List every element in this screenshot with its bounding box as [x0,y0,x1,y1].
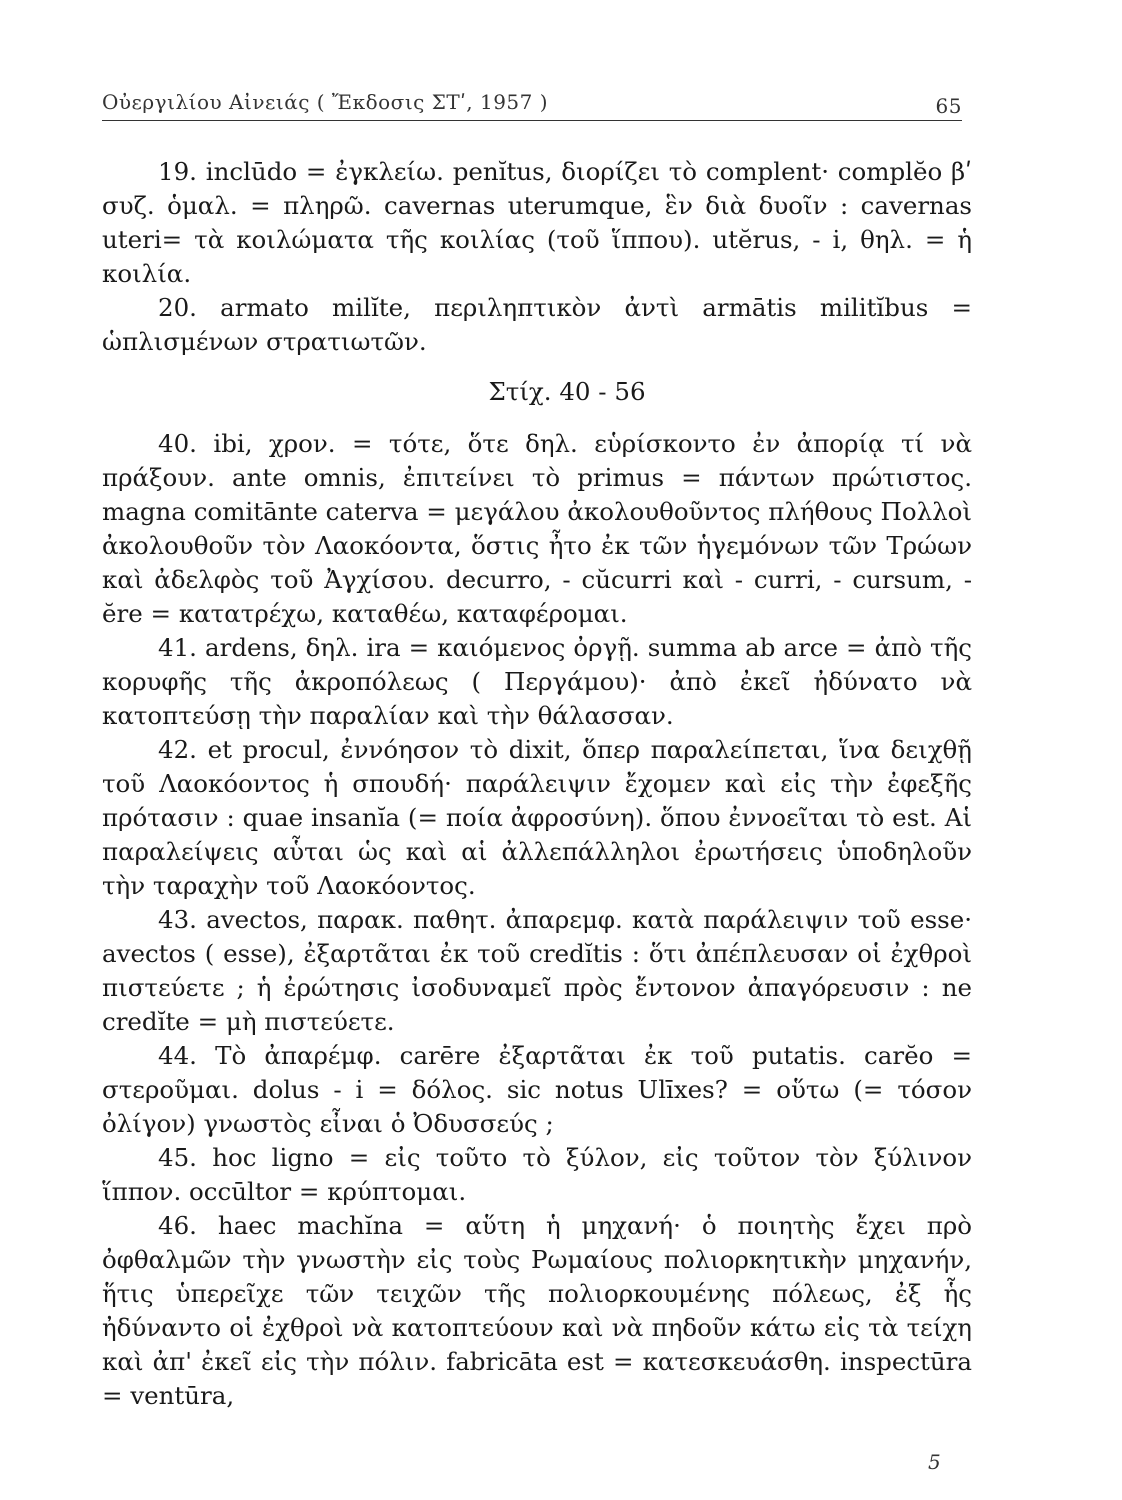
page-number: 65 [935,94,962,118]
header-title: Οὐεργιλίου Αἰνειάς ( Ἔκδοσις ΣΤʹ, 1957 ) [102,90,549,114]
note-20: 20. armato milĭte, περιληπτικὸν ἀντὶ armātis militĭbus = ὡπλισμένων στρατιωτῶν. [102,293,972,356]
note-46: 46. haec machĭna = αὕτη ἡ μηχανή· ὁ ποιητὴς ἔχει πρὸ ὀφθαλμῶν τὴν γνωστὴν εἰς τοὺς Ρωμαίους πολιορκητικὴν μηχανήν, ἥτις ὑπερεῖχε τῶν τειχῶν τῆς πολιορκουμένης πόλεως, ἐξ ἧς ἠδύναντο οἱ ἐχθροὶ νὰ κατοπτεύουν καὶ νὰ πηδοῦν κάτω εἰς τὰ τείχη καὶ ἀπ' ἐκεῖ εἰς τὴν πόλιν. fabricāta est = κατεσκευάσθη. inspectūra = ventūra, [102,1211,972,1410]
note-45: 45. hoc ligno = εἰς τοῦτο τὸ ξύλον, εἰς τοῦτον τὸν ξύλινον ἵππον. occūltor = κρύπτομαι. [102,1143,972,1206]
body-text [102,155,972,1413]
note-19: 19. inclūdo = ἐγκλείω. penĭtus, διορίζει τὸ complent· complĕo βʹ συζ. ὁμαλ. = πληρῶ. cavernas uterumque, ἓν διὰ δυοῖν : cavernas uteri= τὰ κοιλώματα τῆς κοιλίας (τοῦ ἵππου). utĕrus, - i, θηλ. = ἡ κοιλία. [102,157,972,288]
note-42: 42. et procul, ἐννόησον τὸ dixit, ὅπερ παραλείπεται, ἵνα δειχθῇ τοῦ Λαοκόοντος ἡ σπουδή· παράλειψιν ἔχομεν καὶ εἰς τὴν ἐφεξῆς πρότασιν : quae insanĭa (= ποία ἀφροσύνη). ὅπου ἐννοεῖται τὸ est. Αἱ παραλείψεις αὗται ὡς καὶ αἱ ἀλλεπάλληλοι ἐρωτήσεις ὑποδηλοῦν τὴν ταραχὴν τοῦ Λαοκόοντος. [102,735,972,900]
note-41: 41. ardens, δηλ. ira = καιόμενος ὀργῇ. summa ab arce = ἀπὸ τῆς κορυφῆς τῆς ἀκροπόλεως ( Περγάμου)· ἀπὸ ἐκεῖ ἠδύνατο νὰ κατοπτεύσῃ τὴν παραλίαν καὶ τὴν θάλασσαν. [102,633,972,730]
note-43: 43. avectos, παρακ. παθητ. ἀπαρεμφ. κατὰ παράλειψιν τοῦ esse· avectos ( esse), ἐξαρτᾶται ἐκ τοῦ credĭtis : ὅτι ἀπέπλευσαν οἱ ἐχθροὶ πιστεύετε ; ἡ ἐρώτησις ἰσοδυναμεῖ πρὸς ἔντονον ἀπαγόρευσιν : ne credĭte = μὴ πιστεύετε. [102,905,972,1036]
note-40: 40. ibi, χρον. = τότε, ὅτε δηλ. εὑρίσκοντο ἐν ἀπορίᾳ τί νὰ πράξουν. ante omnis, ἐπιτείνει τὸ primus = πάντων πρώτιστος. magna comitānte caterva = μεγάλου ἀκολουθοῦντος πλήθους Πολλοὶ ἀκολουθοῦν τὸν Λαοκόοντα, ὅστις ἦτο ἐκ τῶν ἡγεμόνων τῶν Τρώων καὶ ἀδελφὸς τοῦ Ἀγχίσου. decurro, - cŭcurri καὶ - curri, - cursum, - ĕre = κατατρέχω, καταθέω, καταφέρομαι. [102,429,972,628]
signature-mark: 5 [928,1450,941,1474]
section-heading: Στίχ. 40 - 56 [488,377,646,406]
running-header [102,80,962,121]
note-44: 44. Τὸ ἀπαρέμφ. carēre ἐξαρτᾶται ἐκ τοῦ putatis. carĕo = στεροῦμαι. dolus - i = δόλος. sic notus Ulīxes? = οὕτω (= τόσον ὀλίγον) γνωστὸς εἶναι ὁ Ὀδυσσεύς ; [102,1041,972,1138]
